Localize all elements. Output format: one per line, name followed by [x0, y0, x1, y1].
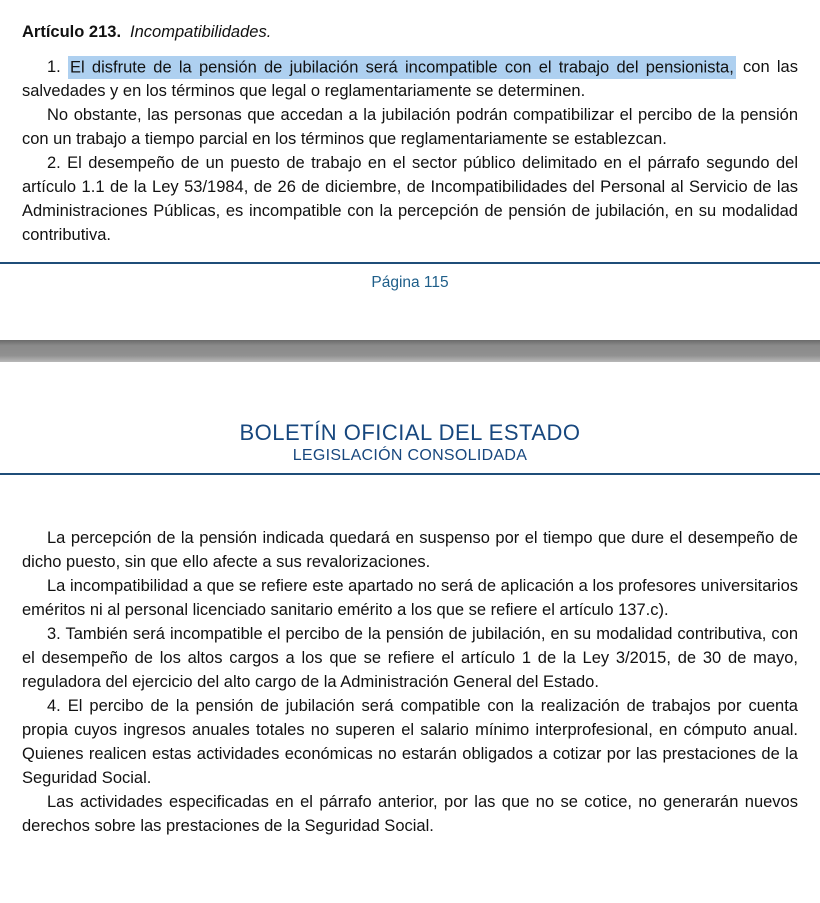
- boe-header-title: BOLETÍN OFICIAL DEL ESTADO: [239, 420, 581, 445]
- paragraph-3: 2. El desempeño de un puesto de trabajo en el sector público delimitado en el párrafo segundo del artículo 1.1 de la Ley 53/1984, de 26 de diciembre, de Incompatibilidades del Personal al Servicio de las Administraciones Públicas, es incompatible con la percepción de pensión de jubilación, en su modalidad contributiva.: [22, 154, 798, 244]
- article-heading: [22, 20, 798, 44]
- article-number: Artículo 213.: [22, 23, 122, 41]
- paragraph-7: 4. El percibo de la pensión de jubilación será compatible con la realización de trabajos por cuenta propia cuyos ingresos anuales totales no superen el salario mínimo interprofesional, en cómputo anual. Quienes realicen estas actividades económicas no estarán obligados a cotizar por las prestaciones de la Seguridad Social.: [22, 697, 798, 787]
- page-number-label: Página 115: [371, 274, 449, 291]
- paragraph-8: Las actividades especificadas en el párrafo anterior, por las que no se cotice, no generarán nuevos derechos sobre las prestaciones de la Seguridad Social.: [22, 793, 798, 835]
- boe-header-subtitle: LEGISLACIÓN CONSOLIDADA: [292, 447, 528, 464]
- paragraph-1-prefix: 1.: [47, 58, 69, 76]
- page-footer-rule: [0, 262, 820, 264]
- page-115-body: [0, 20, 820, 247]
- paragraph-6: 3. También será incompatible el percibo de la pensión de jubilación, en su modalidad contributiva, con el desempeño de los altos cargos a los que se refiere el artículo 1 de la Ley 3/2015, de 30 de mayo, reguladora del ejercicio del alto cargo de la Administración General del Estado.: [22, 625, 798, 691]
- paragraph-1-rest: con las salvedades y en los términos que legal o reglamentariamente se determinen.: [22, 58, 798, 100]
- text-selection-highlight: El disfrute de la pensión de jubilación será incompatible con el trabajo del pensionista,: [68, 56, 736, 79]
- article-title: Incompatibilidades.: [130, 23, 272, 41]
- paragraph-5: La incompatibilidad a que se refiere este apartado no será de aplicación a los profesores universitarios eméritos ni al personal licenciado sanitario emérito a los que se refiere el artículo 137.c).: [22, 577, 798, 619]
- paragraph-1: [22, 55, 798, 103]
- paragraph-4: La percepción de la pensión indicada quedará en suspenso por el tiempo que dure el desempeño de dicho puesto, sin que ello afecte a sus revalorizaciones.: [22, 529, 798, 571]
- next-page-body: [0, 475, 820, 838]
- boe-page-header: [0, 420, 820, 466]
- document-viewer: [0, 20, 820, 903]
- paragraph-2: No obstante, las personas que accedan a la jubilación podrán compatibilizar el percibo de la pensión con un trabajo a tiempo parcial en los términos que reglamentariamente se establezcan.: [22, 106, 798, 148]
- page-separator-bar: [0, 340, 820, 362]
